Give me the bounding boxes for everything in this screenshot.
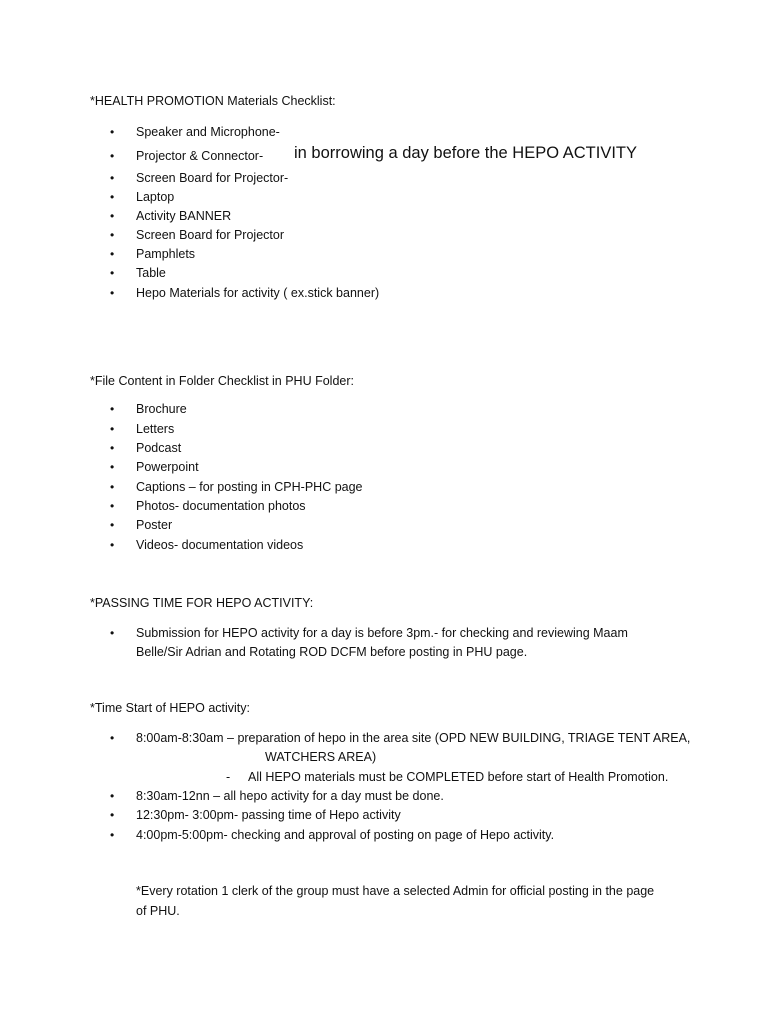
bullet-icon: • bbox=[110, 480, 115, 494]
bullet-icon: • bbox=[110, 538, 115, 552]
bullet-icon: • bbox=[110, 808, 115, 822]
bullet-icon: • bbox=[110, 286, 115, 300]
sub-item-text: All HEPO materials must be COMPLETED before start of Health Promotion. bbox=[248, 770, 669, 784]
bullet-icon: • bbox=[110, 125, 115, 139]
bullet-icon: • bbox=[110, 499, 115, 513]
bullet-icon: • bbox=[110, 828, 115, 842]
sub-item-marker: - bbox=[226, 770, 231, 784]
time-start-heading: *Time Start of HEPO activity: bbox=[90, 701, 250, 715]
admin-note-line1: *Every rotation 1 clerk of the group must have a selected Admin for official posting in the page bbox=[136, 884, 655, 898]
admin-note-line2: of PHU. bbox=[136, 904, 180, 918]
passing-time-heading: *PASSING TIME FOR HEPO ACTIVITY: bbox=[90, 596, 314, 610]
bullet-icon: • bbox=[110, 247, 115, 261]
bullet-icon: • bbox=[110, 789, 115, 803]
materials-checklist-heading: *HEALTH PROMOTION Materials Checklist: bbox=[90, 94, 336, 108]
bullet-icon: • bbox=[110, 441, 115, 455]
bullet-icon: • bbox=[110, 266, 115, 280]
bullet-icon: • bbox=[110, 171, 115, 185]
list-item-continuation: Belle/Sir Adrian and Rotating ROD DCFM before posting in PHU page. bbox=[136, 645, 528, 659]
bullet-icon: • bbox=[110, 402, 115, 416]
list-item-continuation: WATCHERS AREA) bbox=[265, 750, 377, 764]
bullet-icon: • bbox=[110, 209, 115, 223]
folder-checklist-heading: *File Content in Folder Checklist in PHU Folder: bbox=[90, 374, 354, 388]
bullet-icon: • bbox=[110, 460, 115, 474]
bullet-icon: • bbox=[110, 149, 115, 163]
bullet-icon: • bbox=[110, 190, 115, 204]
bullet-icon: • bbox=[110, 518, 115, 532]
bullet-icon: • bbox=[110, 731, 115, 745]
bullet-icon: • bbox=[110, 626, 115, 640]
borrowing-callout: in borrowing a day before the HEPO ACTIVITY bbox=[294, 144, 637, 162]
bullet-icon: • bbox=[110, 228, 115, 242]
bullet-icon: • bbox=[110, 422, 115, 436]
